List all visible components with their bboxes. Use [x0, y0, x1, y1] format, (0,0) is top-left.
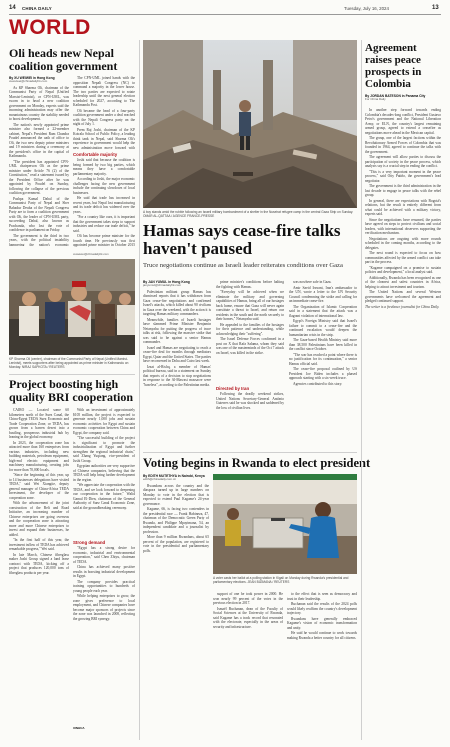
divider-middle — [143, 452, 357, 453]
egypt-column-2 — [73, 408, 135, 738]
hamas-photo-illustration — [143, 40, 357, 208]
rwanda-photo-caption: A voter casts her ballot at a polling station in Kigali on Monday during Rwanda's presidential and parliamentary elections. JEAN BIZIMANA / REUTERS — [213, 576, 349, 584]
oli-body-col1: As KP Sharma Oli, chairman of the Communist Party of Nepal (Unified Marxist-Leninist), or CPN-UML, was sworn in to head a new coalition government on Monday, experts said the incoming administration may offer the mountainous country the stability needed to boost development. The nation's newly appointed prime minister also formed a 22-member cabinet, Nepal's President Ram Chandra Poudel announced the oath of office to Oli, the two new deputy prime ministers and 19 ministers during a ceremony at the president's office in the capital of Kathmandu. "The president has appointed CPN-UML chairperson Oli as the prime minister under Article 76 (2) of the Constitution," read a statement issued by the President Office after he was appointed by Poudel on Sunday, following the collapse of the previous coalition government. Pushpa Kamal Dahal of the Communist Party of Nepal and Sher Bahadur Deuba of the Nepali Congress Party are to form a coalition government with Oli, the leader of CPN-UML party, succeeding Dahal, also known as Prachanda, who lost the vote of confidence in parliament on Friday. The government is the third in two years, with the political instability hampering the nation's economic — [9, 85, 69, 246]
rwanda-headline: Voting begins in Rwanda to elect president — [143, 456, 371, 470]
rwanda-body-col3: to the effect that is seen as democracy and trust in their leadership. Buchanan said the results of the 2024 polls would likely reaffirm the country's development trajectory. Rwandans have generally embraced Kagame's vision of economic transformation and unity. He said he would continue to work towards making Rwanda a better country for all citizens. — [287, 592, 357, 640]
egypt-body-col1: CAIRO — Located some 60 kilometers north of the Suez Canal, the China-Egypt TEDA Suez Economic and Trade Cooperation Zone, or TEDA, has grown from a barren desert into a bustling, prosperous industrial hub by leaning in the global economy. In 2023, the cooperation zone has attracted more than 160 enterprises from various industries, including new building materials, petroleum equipment, high-end electric equipment and machinery manufacturing, creating jobs for more than 70,000 locals. "Since the beginning of this year, up to 14 businesses delegations have visited TEDA," said Wei Xiangtie, deputy general manager of China-Africa TEDA Investment, the developer of the cooperation zone. With the advancement of the joint construction of the Belt and Road Initiative, an increasing number of Chinese enterprises are going overseas and the cooperation zone is attracting more and more Chinese enterprises to invest and expand their businesses, he added. "In the first half of this year, the investment inflow of TEDA has achieved remarkable progress," Wei said. In late March, Chinese fiberglass maker Jushi Group signed a land lease contract with TEDA, kicking off a project that produces 120,000 tons of fiberglass products per year. — [9, 408, 69, 575]
rwanda-body-col1: Rwandans across the country and the diaspora turned up in large numbers on Monday to vote in the election that is expected to extend Paul Kagame's 24-year governance. Kagame, 66, is facing two contenders in the presidential race — Frank Habineza, 47, chairman of the Democratic Green Party of Rwanda, and Philippe Mpayimana, 54, an independent candidate and a journalist by profession. More than 9 million Rwandans, about 65 percent of the population, are registered to vote in the presidential and parliamentary polls. — [143, 483, 209, 553]
column-divider-left — [139, 40, 140, 740]
egypt-source: XINHUA — [73, 726, 85, 730]
hamas-subhead: Directed by Iran — [216, 386, 250, 391]
rwanda-photo — [213, 474, 357, 574]
colombia-headline: Agreement raises peace prospects in Colombia — [365, 42, 422, 90]
hamas-body-col2a: prime minister's conditions before halting the fighting with Hamas. "Everyday will be achieved when we eliminate the military and governing capabilities of Hamas, bring all of our hostages back home, ensure that Gaza will never again constitute a threat to Israel, and return our residents in the south and the north securely to their homes," Netanyahu said. He appealed to the families of the hostages for their patience and understanding, while acknowledging their "suffering". The Israel Defense Forces confirmed in a post on X that Rafa Salama, whom they said was one of the masterminds of the Oct 7 attack on Israel, was killed in the strike. — [216, 280, 284, 355]
section-title: WORLD — [9, 16, 91, 39]
rwanda-byline-email: edith@chinadaily.com.cn — [143, 477, 177, 481]
hamas-photo-caption: A boy stands amid the rubble following an Israeli military bombardment of a shelter in the Nuseirat refugee camp in the central Gaza Strip on Sunday. OMAR AL-QATTAA / AGENCE FRANCE-PRESSE — [143, 210, 354, 218]
egypt-subhead: Strong demand — [73, 540, 106, 545]
issue-date: Tuesday, July 16, 2024 — [344, 6, 389, 11]
oli-byline: By XU WEIWEI in Hong Kong — [9, 76, 55, 80]
paper-name: CHINA DAILY — [22, 6, 52, 11]
oli-byline-email: xuweiwei@chinadailyhk.com — [9, 79, 48, 83]
hamas-byline: By JAN YUMUL in Hong Kong — [143, 280, 190, 284]
colombia-byline: By JORDAN BATESON in Panama City — [365, 94, 426, 98]
oli-headline: Oli heads new Nepal coalition government — [9, 46, 118, 73]
oli-body-col2b: Joshi said that because the coalition is being formed by two big parties, which means they have a comfortable parliamentary majority. According to Joshi, the major economic challenges facing the new government include the continuing slowdown of local businesses. He said that trade has increased in recent years, but Nepal lost manufacturing and its trade deficit has widened over the years. "For a country like ours, it is important that the government takes steps to support industries and reduce our trade deficit," he said. Oli has become prime minister for the fourth time. He previously was first appointed prime minister in October 2015 — [73, 158, 135, 247]
hamas-column-2 — [216, 280, 284, 448]
hamas-byline-email: janyumul@chinadailyhk.com — [143, 283, 182, 287]
colombia-body: In another step forward towards ending Colombia's decades-long conflict, President Gustavo Petro's government and the National Liberation Army, or ELN, the country's largest remaining armed group, agreed to extend a ceasefire as negotiations move ahead in the Mexican capital. The group, one of the largest factions within the Revolutionary Armed Forces of Colombia that was founded in 1964, agreed to continue the talks with the government. The agreement will allow parties to discuss the participation of society in the peace process, which analysts say is a crucial step in ending the conflict. "This is a very important moment in the peace process," said Otty Patiño, the government's lead negotiator. The government is the third administration in the last decade to engage in peace talks with the rebel group. In general, there are expectations with Bogotá's relations, but the result is entirely different from what could be achieved with a military victory, experts said. Since the negotiations have resumed, the parties have agreed on steps to protect civilians and social leaders, with international observers supporting the verification mechanism. Negotiations are ongoing with more rounds scheduled in the coming months, according to the delegates. The next round is expected to focus on how communities affected by the armed conflict can take part in the process. "Kagame campaigned on a promise to sustain policies and development," a local analyst said. Additionally, Rwanda has been recognized as one of the cleanest and safest countries in Africa, helping to attract investment and tourism. The United Nations and several Western governments have welcomed the agreement and pledged continued support. The writer is a freelance journalist for China Daily. — [365, 108, 441, 309]
column-divider-right — [361, 40, 362, 740]
egypt-body-col2b: "Egypt has a strong desire for economic, industrial and environmental cooperation," said Chen Zhiyu, chairman of TEDA. China has achieved many positive results in boosting industrial development in Egypt. The company provides practical training opportunities to hundreds of young people each year. While helping enterprises to grow, the zone gives preference to local employment, and Chinese companies have become major sponsors of projects since the zone was launched in 2008, reflecting the growing BRI synergy. — [73, 546, 135, 621]
hamas-photo — [143, 40, 357, 208]
oli-column-1 — [9, 76, 69, 252]
page-number-right: 13 — [432, 5, 439, 11]
egypt-headline: Project boosting high quality BRI cooperation — [9, 377, 134, 404]
hamas-column-1 — [143, 280, 211, 448]
header-rule — [9, 14, 441, 15]
hamas-body-col1: Palestinian militant group Hamas has dismissed reports that it has withdrawn from Gaza cease-fire negotiations and confirmed Israel's attacks, which killed about 90 civilians in Gaza over the weekend, with the action it is targeting Hamas military commanders. Meanwhile, families of Israeli hostages have slammed Prime Minister Benjamin Netanyahu for putting the progress of truce talks at risk, following the massive strike that was said to be against a senior Hamas commander. Israel and Hamas are negotiating to reach a cease-fire deal for months through mediators Egypt, Qatar and the United States. The parties have reconvened in Doha and Cairo last week. Izzat al-Rishq, a member of Hamas' political bureau, said in a statement on Sunday that reports of a decision to stop negotiations in response to the Al-Mawasi massacre were "baseless", according to the Palestinian media. — [143, 289, 211, 387]
colombia-byline-block — [365, 94, 441, 102]
oli-email-tag: xuweiwei@chinadailyhk.com — [73, 252, 109, 256]
page-number-left: 14 — [9, 5, 16, 11]
oli-subhead: Comfortable majority — [73, 152, 118, 157]
rwanda-body-col2: support of one he took power in 2000. He won nearly 99 percent of the votes in the previous election in 2017. Ismaël Buchanan, dean of the Faculty of Social Sciences at the University of Rwanda, said Kagame has a track record that resonated with the electorate, especially in the areas of security and infrastructure. — [213, 592, 283, 629]
oli-photo-illustration — [9, 259, 135, 355]
oli-body-col2a: The CPN-UML joined hands with the opposition Nepali Congress (NC) to command a majority in the lower house. The two parties are expected to rotate leadership until the next general election scheduled for 2027, according to The Kathmandu Post. Oli became the head of a four-party coalition government under a deal reached with the Nepali Congress party on the night of July 1. Prem Raj Joshi, chairman of the KP Koirala School of Public Policy, a leading think tank in Nepal, said Sharma Oli's experience in government would help the new administration move forward with — [73, 76, 135, 150]
hamas-body-col3: was nowhere safe in Gaza. Amir Saeid Iravani, Iran's ambassador to the UN, wrote a letter to the UN Security Council condemning the strike and calling for an immediate cease-fire. The Organization of Islamic Cooperation said in a statement that the attack was a flagrant violation of international law. Egypt's Foreign Ministry said that Israel's failure to commit to a cease-fire and the continued escalation would deepen the humanitarian crisis in the strip. The Gaza-based Health Ministry said more than 38,500 Palestinians have been killed in the conflict since October. "The war has reached a point where there is no justification for its continuation," a senior Hamas official said. The cease-fire proposal outlined by US President Joe Biden includes a phased approach starting with a six-week truce. Agencies contributed to this story. — [289, 280, 357, 386]
colombia-byline-sub: For China Daily — [365, 97, 386, 101]
hamas-deck: Truce negotiations continue as Israeli leader reiterates conditions over Gaza — [143, 262, 343, 269]
oli-photo — [9, 259, 135, 355]
oli-column-2 — [73, 76, 135, 252]
hamas-body-col2b: Following the deadly weekend strikes, United Nations Secretary-General António Guterres said he was shocked and saddened by the loss of civilian lives. — [216, 392, 284, 410]
rwanda-photo-illustration — [213, 474, 357, 574]
oli-photo-caption: KP Sharma Oli (center), chairman of the Communist Party of Nepal (Unified Marxist-Leninist), meets supporters after being appointed as prime minister in Kathmandu on Monday. NIRAJ SAPKOTA / REUTERS — [9, 357, 129, 369]
hamas-headline: Hamas says cease-fire talks haven't paused — [143, 221, 341, 258]
rwanda-byline: By EDITH MUTETHYA in Nairobi, Kenya — [143, 474, 205, 478]
rwanda-column-1 — [143, 474, 209, 740]
egypt-body-col2a: With an investment of approximately $105 million, the project is expected to generate nearly 1,000 jobs and sustain economic activities for Egypt and sustain economic cooperation between China and Egypt, the company said. "The successful building of the project is significant to promote the industrialization of Egypt and further strengthen the regional industrial chain," said Zhang Yuqiang, vice-president of Jushi Group. Egyptian authorities are very supportive of Chinese companies, believing that the TEDA will help bring further development in the region. "We appreciate the cooperation with the TEDA, and we look forward to deepening our cooperation in the future," Walid Gamal El-Dien, chairman of the General Authority of Suez Canal Economic Zone, said at the groundbreaking ceremony. — [73, 408, 135, 510]
divider-left — [9, 374, 135, 375]
